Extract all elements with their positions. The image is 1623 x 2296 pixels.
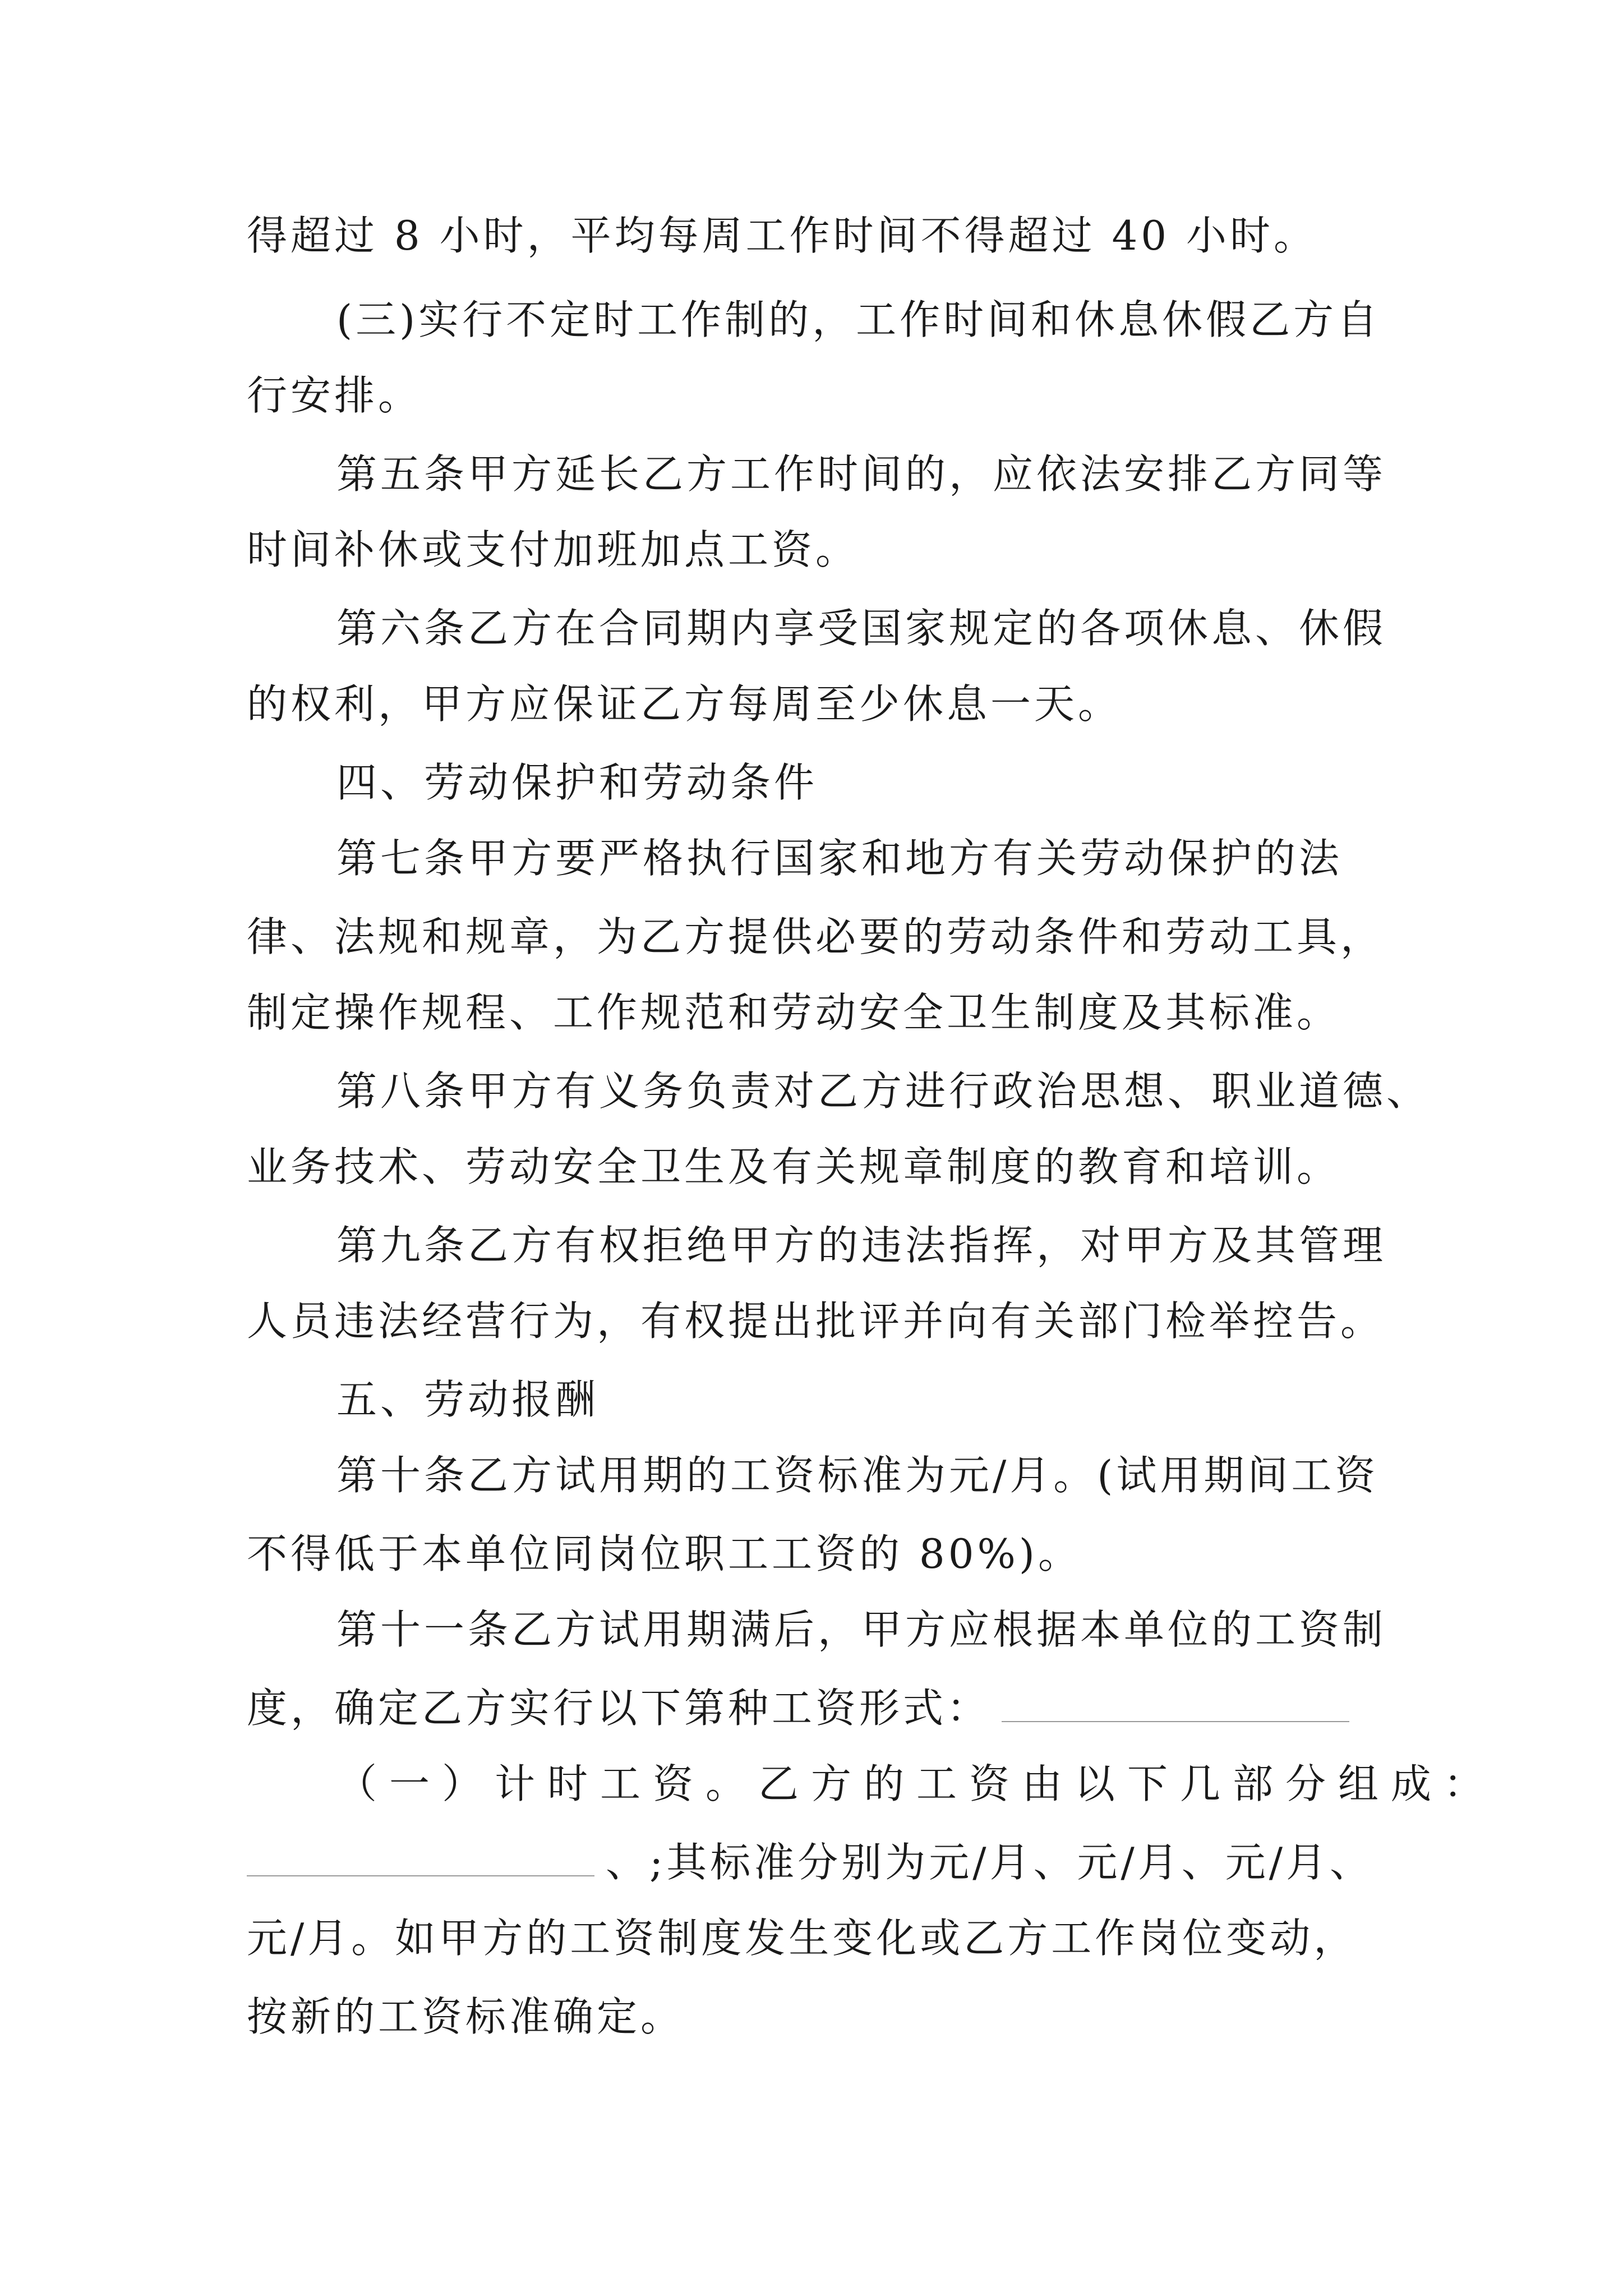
- text-line: 行安排。: [247, 372, 422, 419]
- text-line: 的权利，甲方应保证乙方每周至少休息一天。: [247, 680, 1122, 728]
- text-line: 第九条乙方有权拒绝甲方的违法指挥，对甲方及其管理: [336, 1222, 1387, 1269]
- text-line: 第十条乙方试用期的工资标准为元/月。(试用期间工资: [336, 1452, 1379, 1499]
- section-heading: 五、劳动报酬: [336, 1376, 600, 1423]
- text-line: 第五条甲方延长乙方工作时间的，应依法安排乙方同等: [336, 450, 1387, 498]
- text-line: 人员违法经营行为，有权提出批评并向有关部门检举控告。: [247, 1297, 1385, 1345]
- text-line-with-blank: [247, 1680, 1349, 1736]
- text-line: 第六条乙方在合同期内享受国家规定的各项休息、休假: [336, 605, 1387, 652]
- text-segment: 、;其标准分别为元/月、元/月、元/月、: [606, 1839, 1374, 1886]
- text-line: 第八条甲方有义务负责对乙方进行政治思想、职业道德、: [336, 1068, 1431, 1115]
- text-line: 不得低于本单位同岗位职工工资的 80%)。: [247, 1530, 1082, 1577]
- text-line: 第十一条乙方试用期满后，甲方应根据本单位的工资制: [336, 1606, 1387, 1653]
- text-line: 时间补休或支付加班加点工资。: [247, 526, 860, 573]
- text-line: 按新的工资标准确定。: [247, 1993, 685, 2040]
- text-line: 制定操作规程、工作规范和劳动安全卫生制度及其标准。: [247, 989, 1341, 1036]
- fill-in-blank[interactable]: [247, 1870, 594, 1876]
- text-line: (三)实行不定时工作制的，工作时间和休息休假乙方自: [336, 296, 1381, 343]
- text-line: 业务技术、劳动安全卫生及有关规章制度的教育和培训。: [247, 1143, 1341, 1190]
- text-line-with-blank: [247, 1834, 1373, 1890]
- text-line: 第七条甲方要严格执行国家和地方有关劳动保护的法: [336, 835, 1343, 882]
- text-line: （一）计时工资。乙方的工资由以下几部分组成：: [336, 1760, 1497, 1807]
- text-segment: 度，确定乙方实行以下第种工资形式：: [247, 1685, 991, 1732]
- text-line: 律、法规和规章，为乙方提供必要的劳动条件和劳动工具，: [247, 913, 1385, 960]
- text-line: 得超过 8 小时，平均每周工作时间不得超过 40 小时。: [247, 212, 1317, 259]
- section-heading: 四、劳动保护和劳动条件: [336, 759, 818, 806]
- fill-in-blank[interactable]: [1002, 1715, 1349, 1722]
- text-line: 元/月。如甲方的工资制度发生变化或乙方工作岗位变动，: [247, 1915, 1358, 1962]
